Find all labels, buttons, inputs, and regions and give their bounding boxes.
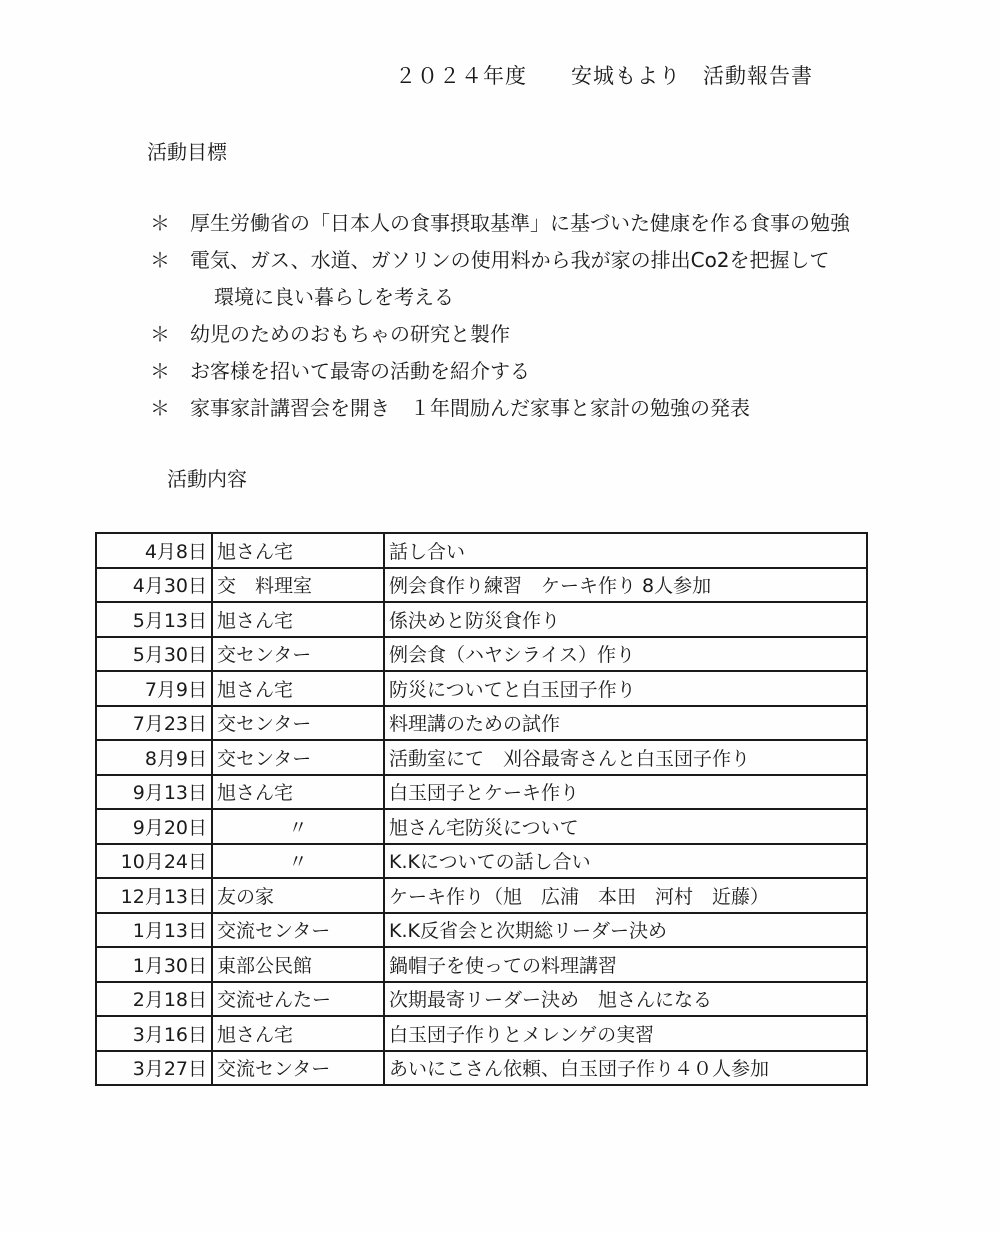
content-cell: 係決めと防災食作り bbox=[384, 602, 867, 637]
date-cell: 2月18日 bbox=[96, 982, 212, 1017]
date-cell: 9月13日 bbox=[96, 775, 212, 810]
date-cell: 4月8日 bbox=[96, 533, 212, 568]
content-cell: K.K反省会と次期総リーダー決め bbox=[384, 913, 867, 948]
table-row bbox=[96, 809, 867, 844]
date-cell: 7月23日 bbox=[96, 706, 212, 741]
date-cell: 3月27日 bbox=[96, 1051, 212, 1086]
place-cell: 友の家 bbox=[212, 878, 384, 913]
asterisk-bullet: ＊ bbox=[150, 248, 170, 272]
table-row bbox=[96, 706, 867, 741]
place-cell: 交流センター bbox=[212, 1051, 384, 1086]
table-row bbox=[96, 671, 867, 706]
goal-text-continuation: 環境に良い暮らしを考える bbox=[214, 285, 454, 309]
goals-heading: 活動目標 bbox=[147, 140, 227, 164]
place-cell: 交センター bbox=[212, 740, 384, 775]
table-row bbox=[96, 740, 867, 775]
date-cell: 1月13日 bbox=[96, 913, 212, 948]
content-cell: 話し合い bbox=[384, 533, 867, 568]
content-cell: 旭さん宅防災について bbox=[384, 809, 867, 844]
date-cell: 7月9日 bbox=[96, 671, 212, 706]
goal-text: 幼児のためのおもちゃの研究と製作 bbox=[190, 322, 510, 346]
table-row bbox=[96, 878, 867, 913]
asterisk-bullet: ＊ bbox=[150, 359, 170, 383]
content-cell: 例会食作り練習 ケーキ作り 8人参加 bbox=[384, 568, 867, 603]
asterisk-bullet: ＊ bbox=[150, 396, 170, 420]
content-cell: 鍋帽子を使っての料理講習 bbox=[384, 947, 867, 982]
goal-text: 厚生労働省の「日本人の食事摂取基準」に基づいた健康を作る食事の勉強 bbox=[190, 211, 850, 235]
date-cell: 8月9日 bbox=[96, 740, 212, 775]
place-cell: 旭さん宅 bbox=[212, 775, 384, 810]
place-cell: 交センター bbox=[212, 706, 384, 741]
activity-table bbox=[95, 532, 868, 1086]
goals-list bbox=[147, 205, 947, 427]
goal-text: 電気、ガス、水道、ガソリンの使用料から我が家の排出Co2を把握して bbox=[190, 248, 830, 272]
table-row bbox=[96, 1051, 867, 1086]
place-cell-ditto: 〃 bbox=[212, 844, 384, 879]
table-row bbox=[96, 844, 867, 879]
place-cell: 旭さん宅 bbox=[212, 602, 384, 637]
table-row bbox=[96, 913, 867, 948]
table-row bbox=[96, 982, 867, 1017]
date-cell: 1月30日 bbox=[96, 947, 212, 982]
goal-item bbox=[147, 316, 947, 353]
date-cell: 5月30日 bbox=[96, 637, 212, 672]
goal-item bbox=[147, 242, 947, 316]
date-cell: 9月20日 bbox=[96, 809, 212, 844]
goal-text: 家事家計講習会を開き １年間励んだ家事と家計の勉強の発表 bbox=[190, 396, 750, 420]
date-cell: 12月13日 bbox=[96, 878, 212, 913]
goal-item bbox=[147, 205, 947, 242]
content-cell: 活動室にて 刈谷最寄さんと白玉団子作り bbox=[384, 740, 867, 775]
goal-text: お客様を招いて最寄の活動を紹介する bbox=[190, 359, 530, 383]
asterisk-bullet: ＊ bbox=[150, 322, 170, 346]
place-cell: 交 料理室 bbox=[212, 568, 384, 603]
content-cell: 料理講のための試作 bbox=[384, 706, 867, 741]
content-cell: あいにこさん依頼、白玉団子作り４０人参加 bbox=[384, 1051, 867, 1086]
table-row bbox=[96, 1016, 867, 1051]
content-cell: K.Kについての話し合い bbox=[384, 844, 867, 879]
date-cell: 5月13日 bbox=[96, 602, 212, 637]
goal-item bbox=[147, 353, 947, 390]
date-cell: 10月24日 bbox=[96, 844, 212, 879]
date-cell: 4月30日 bbox=[96, 568, 212, 603]
place-cell-ditto: 〃 bbox=[212, 809, 384, 844]
page-title: ２０２４年度 安城もより 活動報告書 bbox=[395, 64, 813, 88]
content-cell: 防災についてと白玉団子作り bbox=[384, 671, 867, 706]
content-cell: 白玉団子作りとメレンゲの実習 bbox=[384, 1016, 867, 1051]
activities-heading: 活動内容 bbox=[167, 467, 247, 491]
place-cell: 交流センター bbox=[212, 913, 384, 948]
place-cell: 旭さん宅 bbox=[212, 1016, 384, 1051]
place-cell: 交センター bbox=[212, 637, 384, 672]
content-cell: ケーキ作り（旭 広浦 本田 河村 近藤） bbox=[384, 878, 867, 913]
place-cell: 交流せんたー bbox=[212, 982, 384, 1017]
table-row bbox=[96, 568, 867, 603]
table-row bbox=[96, 602, 867, 637]
content-cell: 白玉団子とケーキ作り bbox=[384, 775, 867, 810]
place-cell: 旭さん宅 bbox=[212, 671, 384, 706]
goal-item bbox=[147, 390, 947, 427]
date-cell: 3月16日 bbox=[96, 1016, 212, 1051]
asterisk-bullet: ＊ bbox=[150, 211, 170, 235]
table-row bbox=[96, 533, 867, 568]
table-row bbox=[96, 637, 867, 672]
content-cell: 次期最寄リーダー決め 旭さんになる bbox=[384, 982, 867, 1017]
table-row bbox=[96, 947, 867, 982]
place-cell: 旭さん宅 bbox=[212, 533, 384, 568]
content-cell: 例会食（ハヤシライス）作り bbox=[384, 637, 867, 672]
table-row bbox=[96, 775, 867, 810]
place-cell: 東部公民館 bbox=[212, 947, 384, 982]
